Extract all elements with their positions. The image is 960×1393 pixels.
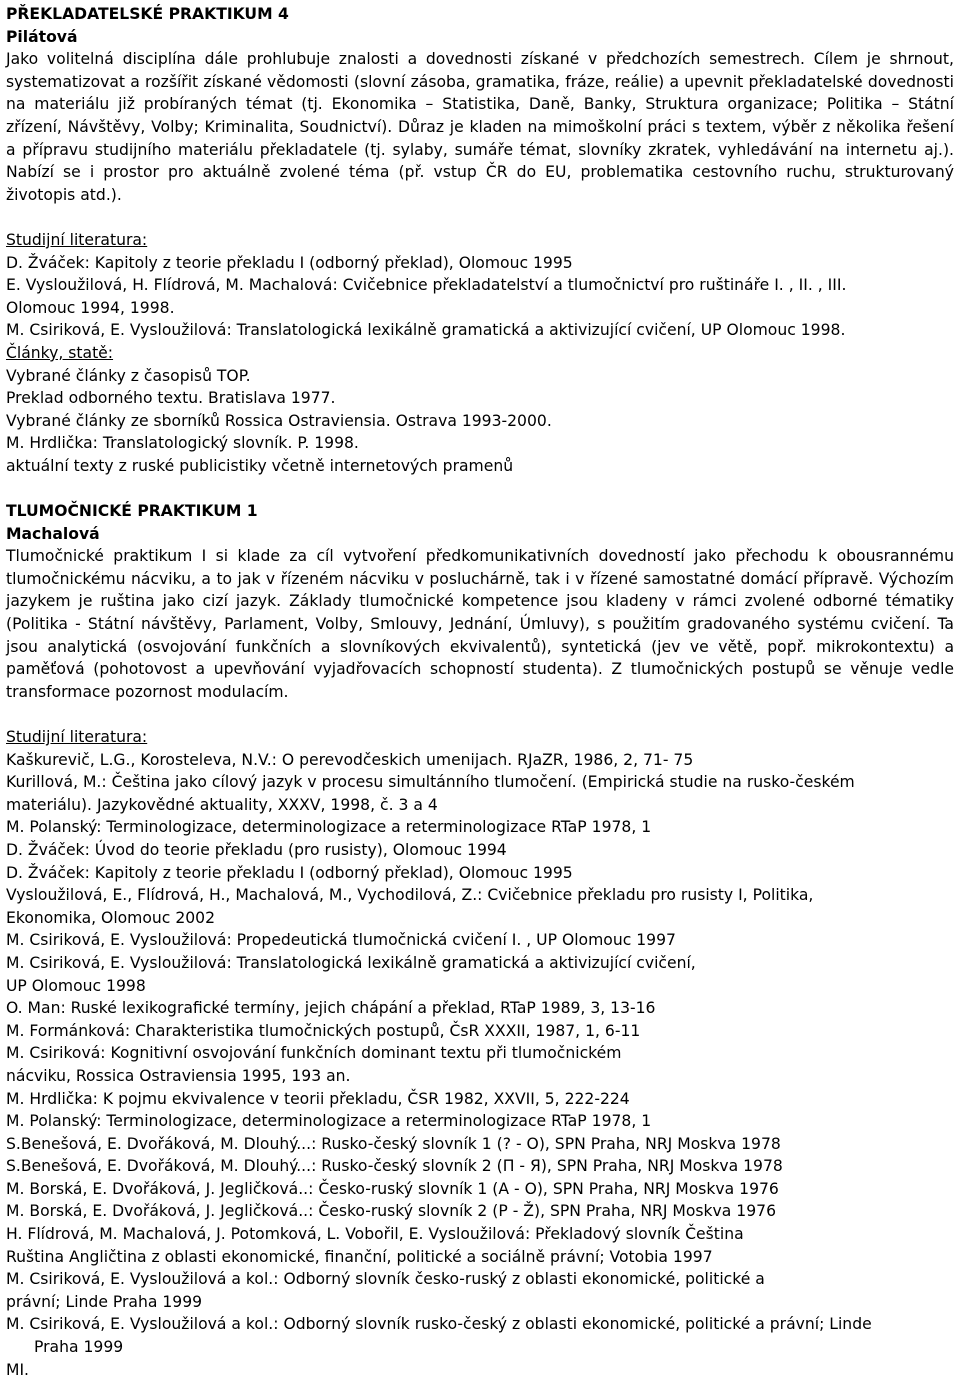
literature-item: M. Hrdlička: K pojmu ekvivalence v teorii překladu, ČSR 1982, XXVII, 5, 222-224: [6, 1089, 630, 1108]
literature-item: právní; Linde Praha 1999: [6, 1292, 203, 1311]
literature-item: D. Žváček: Kapitoly z teorie překladu I (odborný překlad), Olomouc 1995: [6, 863, 573, 882]
section-author: Machalová: [6, 524, 100, 543]
literature-item: Ruština Angličtina z oblasti ekonomické, finanční, politické a sociálně právní; Votobia 1997: [6, 1247, 713, 1266]
literature-heading: Studijní literatura:: [6, 230, 148, 249]
literature-item: M. Borská, E. Dvořáková, J. Jegličková..: Česko-ruský slovník 1 (A - O), SPN Praha, NRJ Moskva 1976: [6, 1179, 779, 1198]
section-description: Tlumočnické praktikum I si klade za cíl vytvoření předkomunikativních dovedností jako přechodu k obousrannému tlumočnickému nácviku, a to jak v řízeném nácviku v posluchárně, tak i v řízené samostatné domácí přípravě. Výchozím jazykem je ruština jako cizí jazyk. Základy tlumočnické kompetence jsou kladeny v rámci zvolené odborné tématiky (Politika - Státní návštěvy, Parlament, Volby, Smlouvy, Jednání, Úmluvy), s použitím gradovaného systému cvičení. Ta jsou analytická (osvojování funkčních a slovníkových ekvivalentů), syntetická (jev ve větě, popř. mikrokontextu) a paměťová (pohotovost a upevňování vyjadřovacích schopností studenta). Z tlumočnických postupů se věnuje vedle transformace pozornost modulacím.: [6, 547, 954, 701]
literature-item: H. Flídrová, M. Machalová, J. Potomková, L. Vobořil, E. Vysloužilová: Překladový slovník Čeština: [6, 1225, 744, 1244]
section-title: PŘEKLADATELSKÉ PRAKTIKUM 4: [6, 5, 289, 23]
literature-item: Olomouc 1994, 1998.: [6, 298, 175, 317]
literature-item: S.Benešová, E. Dvořáková, M. Dlouhý...: Rusko-český slovník 1 (? - O), SPN Praha, NRJ Moskva 1978: [6, 1134, 781, 1153]
literature-item: Kaškurevič, L.G., Korosteleva, N.V.: O perevodčeskich umenijach. RJaZR, 1986, 2, 71- 75: [6, 750, 694, 769]
literature-item: Praha 1999: [34, 1338, 124, 1357]
article-item: M. Hrdlička: Translatologický slovník. P. 1998.: [6, 434, 359, 453]
literature-item: Ekonomika, Olomouc 2002: [6, 908, 216, 927]
literature-item: MI.: [6, 1360, 30, 1379]
literature-heading: Studijní literatura:: [6, 728, 148, 746]
literature-item: M. Csiriková: Kognitivní osvojování funkčních dominant textu při tlumočnickém: [6, 1044, 622, 1063]
literature-item: O. Man: Ruské lexikografické termíny, jejich chápání a překlad, RTaP 1989, 3, 13-16: [6, 999, 656, 1018]
section-author: Pilátová: [6, 27, 78, 46]
literature-item: M. Csiriková, E. Vysloužilová: Translatologická lexikálně gramatická a aktivizující cvičení, UP Olomouc 1998.: [6, 321, 846, 340]
literature-item: S.Benešová, E. Dvořáková, M. Dlouhý...: Rusko-český slovník 2 (П - Я), SPN Praha, NRJ Moskva 1978: [6, 1157, 783, 1176]
article-item: Vybrané články ze sborníků Rossica Ostraviensia. Ostrava 1993-2000.: [6, 411, 552, 430]
article-item: Vybrané články z časopisů TOP.: [6, 366, 251, 385]
articles-heading: Články, statě:: [6, 343, 114, 362]
literature-item: M. Borská, E. Dvořáková, J. Jegličková..: Česko-ruský slovník 2 (P - Ž), SPN Praha, NRJ Moskva 1976: [6, 1202, 776, 1221]
section-description: Jako volitelná disciplína dále prohlubuje znalosti a dovednosti získané v předchozích semestrech. Cílem je shrnout, systematizovat a rozšířit získané vědomosti (slovní zásoba, gramatika, fráze, reálie) a upevnit překladatelské dovednosti na materiálu již probíraných témat (tj. Ekonomika – Statistika, Daně, Banky, Struktura organizace; Politika – Státní zřízení, Návštěvy, Volby; Kriminalita, Soudnictví). Důraz je kladen na mimoškolní práci s textem, výběr z několika řešení a přípravu studijního materiálu překladatele (tj. sylaby, sumáře témat, slovníky zkratek, vyhledávání na internetu aj.). Nabízí se i prostor pro aktuálně zvolené téma (př. vstup ČR do EU, problematika cestovního ruchu, strukturovaný životopis atd.).: [6, 50, 954, 204]
literature-item: M. Polanský: Terminologizace, determinologizace a reterminologizace RTaP 1978, 1: [6, 1112, 652, 1131]
literature-item: Vysloužilová, E., Flídrová, H., Machalová, M., Vychodilová, Z.: Cvičebnice překladu pro rusisty I, Politika,: [6, 886, 814, 905]
section-title: TLUMOČNICKÉ PRAKTIKUM 1: [6, 502, 258, 521]
literature-item: E. Vysloužilová, H. Flídrová, M. Machalová: Cvičebnice překladatelství a tlumočnictví pro ruštináře I. , II. , III.: [6, 276, 847, 295]
literature-item: materiálu). Jazykovědné aktuality, XXXV, 1998, č. 3 a 4: [6, 795, 438, 814]
literature-item: M. Csiriková, E. Vysloužilová a kol.: Odborný slovník česko-ruský z oblasti ekonomické, politické a: [6, 1270, 765, 1289]
literature-item: M. Formánková: Charakteristika tlumočnických postupů, ČsR XXXII, 1987, 1, 6-11: [6, 1021, 641, 1040]
literature-item: M. Csiriková, E. Vysloužilová: Translatologická lexikálně gramatická a aktivizující cvičení,: [6, 953, 696, 972]
literature-item: D. Žváček: Úvod do teorie překladu (pro rusisty), Olomouc 1994: [6, 840, 507, 859]
article-item: aktuální texty z ruské publicistiky včetně internetových pramenů: [6, 456, 514, 475]
literature-item: M. Polanský: Terminologizace, determinologizace a reterminologizace RTaP 1978, 1: [6, 818, 652, 837]
literature-item: nácviku, Rossica Ostraviensia 1995, 193 an.: [6, 1066, 351, 1085]
literature-item: M. Csiriková, E. Vysloužilová a kol.: Odborný slovník rusko-český z oblasti ekonomické, politické a právní; Linde: [6, 1315, 872, 1334]
article-item: Preklad odborného textu. Bratislava 1977.: [6, 389, 336, 408]
literature-item: D. Žváček: Kapitoly z teorie překladu I (odborný překlad), Olomouc 1995: [6, 253, 573, 272]
literature-item: Kurillová, M.: Čeština jako cílový jazyk v procesu simultánního tlumočení. (Empirická studie na rusko-českém: [6, 773, 855, 792]
literature-item: UP Olomouc 1998: [6, 976, 146, 995]
literature-item: M. Csiriková, E. Vysloužilová: Propedeutická tlumočnická cvičení I. , UP Olomouc 1997: [6, 931, 676, 950]
